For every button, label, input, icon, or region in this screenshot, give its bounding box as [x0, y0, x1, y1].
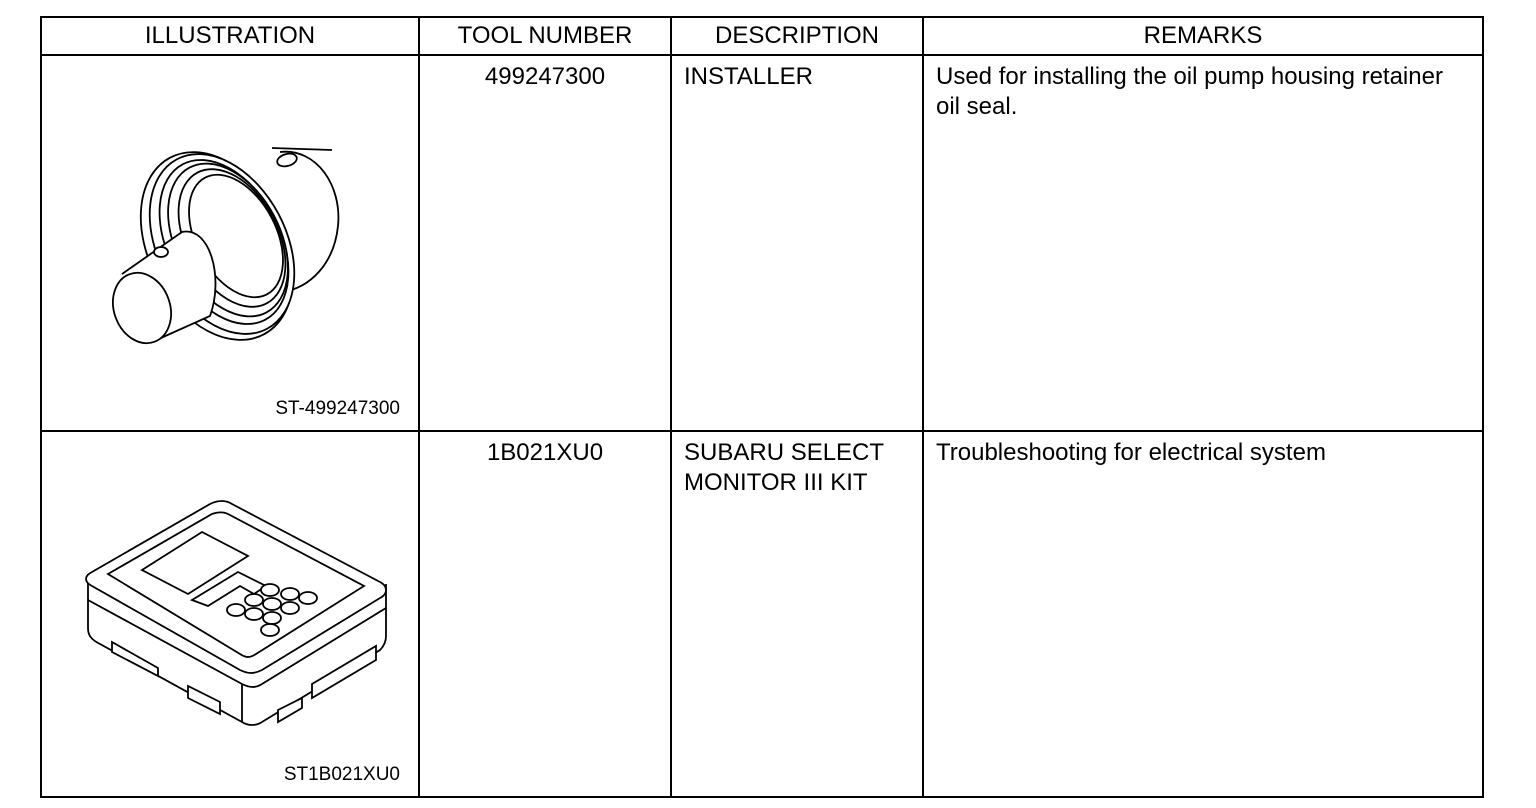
installer-tool-icon [42, 56, 420, 430]
header-remarks: REMARKS [923, 17, 1483, 55]
header-illustration: ILLUSTRATION [41, 17, 419, 55]
table-header-row [41, 17, 1483, 55]
table-row [41, 55, 1483, 431]
illustration-cell [41, 431, 419, 797]
header-description: DESCRIPTION [671, 17, 923, 55]
header-tool-number: TOOL NUMBER [419, 17, 671, 55]
description-cell [671, 55, 923, 431]
description: SUBARU SELECT MONITOR III KIT [684, 439, 884, 496]
select-monitor-device-icon [42, 432, 420, 796]
tool-number: 499247300 [484, 63, 606, 90]
tool-number-cell [419, 55, 671, 431]
special-tools-table [40, 16, 1484, 798]
remarks: Used for installing the oil pump housing retainer oil seal. [936, 63, 1443, 120]
description: INSTALLER [684, 63, 813, 90]
tool-number: 1B021XU0 [486, 439, 604, 466]
remarks-cell [923, 55, 1483, 431]
illustration-code: ST-499247300 [275, 398, 400, 419]
table-row [41, 431, 1483, 797]
remarks: Troubleshooting for electrical system [936, 439, 1326, 466]
description-cell [671, 431, 923, 797]
illustration-code: ST1B021XU0 [283, 764, 400, 785]
tool-number-cell [419, 431, 671, 797]
illustration-cell [41, 55, 419, 431]
remarks-cell [923, 431, 1483, 797]
